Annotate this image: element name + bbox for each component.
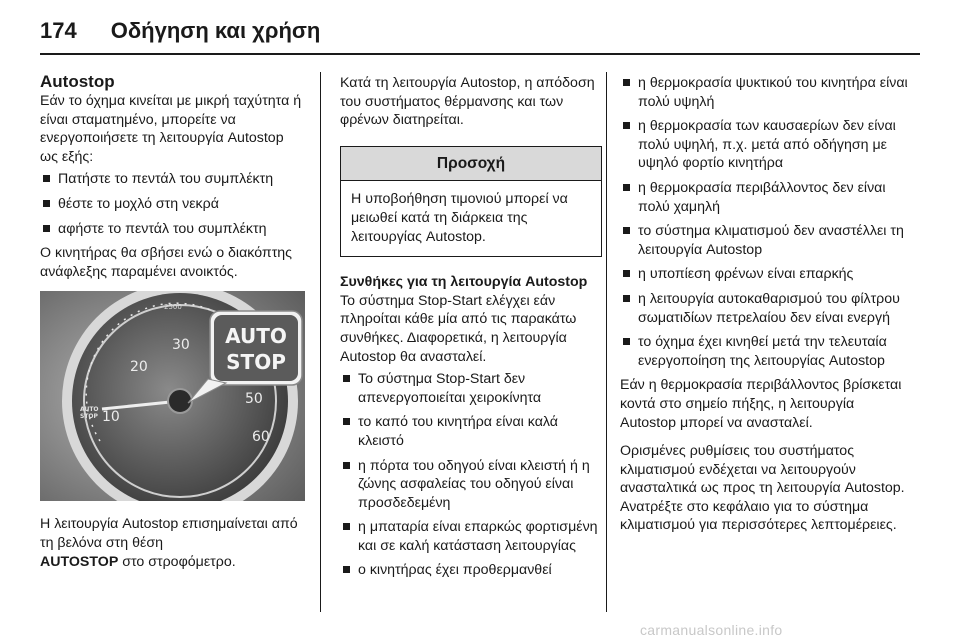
small-auto-label: AUTO [80,406,99,414]
list-item: η λειτουργία αυτοκαθαρισμού του φίλτρου σωματιδίων πετρελαίου δεν είναι ενεργή [620,290,910,327]
list-item: το σύστημα κλιματισμού δεν αναστέλλει τη λειτουργία Autostop [620,222,910,259]
dial-number: 10 [102,409,120,426]
list-item: η θερμοκρασία των καυσαερίων δεν είναι πολύ υψηλή, π.χ. μετά από οδήγηση με υψηλό φορτίο κινητήρα [620,117,910,173]
climate-paragraph: Ορισμένες ρυθμίσεις του συστήματος κλιματισμού ενδέχεται να λειτουργούν ανασταλτικά ως προς τη λειτουργία Autostop. Ανατρέξτε στο κεφάλαιο για το σύστημα κλιματισμού για περισσότερες λεπτομέρειες. [620,443,905,534]
watermark: carmanualsonline.info [640,622,783,638]
column-2 [340,74,602,586]
list-item: η θερμοκρασία ψυκτικού του κινητήρα είναι πολύ υψηλή [620,74,910,111]
column-divider [320,72,321,612]
steps-list [40,170,305,238]
section-heading-autostop: Autostop [40,72,115,91]
small-stop-label: STOP [80,413,98,421]
list-item: αφήστε το πεντάλ του συμπλέκτη [40,220,305,239]
caption-bold-term: AUTOSTOP [40,553,119,570]
warning-text: Η υποβοήθηση τιμονιού μπορεί να μειωθεί κατά τη διάρκεια της λειτουργίας Autostop. [351,191,568,245]
freezing-paragraph: Εάν η θερμοκρασία περιβάλλοντος βρίσκεται κοντά στο σημείο πήξης, η λειτουργία Autostop μπορεί να ανασταλεί. [620,377,902,431]
page-title: Οδήγηση και χρήση [110,18,321,43]
page-number: 174 [40,18,77,43]
list-item: το όχημα έχει κινηθεί μετά την τελευταία ενεργοποίηση της λειτουργίας Autostop [620,333,910,370]
dial-number: 30 [172,337,190,354]
list-item: ο κινητήρας έχει προθερμανθεί [340,561,602,580]
warning-box [340,146,602,257]
rpm-scale-label: 2500 [164,303,182,312]
list-item: η πόρτα του οδηγού είναι κλειστή ή η ζώνης ασφαλείας του οδηγού είναι προσδεδεμένη [340,457,602,513]
conditions-list [340,370,602,580]
page-header [40,18,320,48]
intro-paragraph: Κατά τη λειτουργία Autostop, η απόδοση του συστήματος θέρμανσης και των φρένων διατηρείται. [340,75,595,129]
conditions-intro: Το σύστημα Stop-Start ελέγχει εάν πληροίται κάθε μία από τις παρακάτω συνθήκες. Διαφορετικά, η λειτουργία Autostop θα ανασταλεί. [340,292,577,365]
warning-title: Προσοχή [341,147,601,182]
column-divider [606,72,607,612]
list-item: Το σύστημα Stop-Start δεν απενεργοποιείται χειροκίνητα [340,370,602,407]
engine-off-paragraph: Ο κινητήρας θα σβήσει ενώ ο διακόπτης ανάφλεξης παραμένει ανοικτός. [40,245,293,280]
image-caption: Η λειτουργία Autostop επισημαίνεται από τη βελόνα στη θέση AUTOSTOP στο στροφόμετρο. [40,516,298,570]
list-item: θέστε το μοχλό στη νεκρά [40,195,305,214]
list-item: Πατήστε το πεντάλ του συμπλέκτη [40,170,305,189]
tachometer-photo [40,291,305,501]
list-item: το καπό του κινητήρα είναι καλά κλειστό [340,413,602,450]
conditions-list-continued [620,74,910,370]
stop-label: STOP [226,350,286,375]
dial-number: 50 [245,391,263,408]
dial-number: 60 [252,429,270,446]
list-item: η θερμοκρασία περιβάλλοντος δεν είναι πολύ χαμηλή [620,179,910,216]
header-rule [40,53,920,55]
auto-label: AUTO [225,324,287,349]
list-item: η μπαταρία είναι επαρκώς φορτισμένη και σε καλή κατάσταση λειτουργίας [340,518,602,555]
intro-paragraph: Εάν το όχημα κινείται με μικρή ταχύτητα ή είναι σταματημένο, μπορείτε να ενεργοποιήσετε τη λειτουργία Autostop ως εξής: [40,93,302,165]
list-item: η υποπίεση φρένων είναι επαρκής [620,265,910,284]
column-3 [620,74,910,535]
column-1 [40,72,305,571]
dial-number: 20 [130,359,148,376]
conditions-heading: Συνθήκες για τη λειτουργία Autostop [340,274,588,291]
